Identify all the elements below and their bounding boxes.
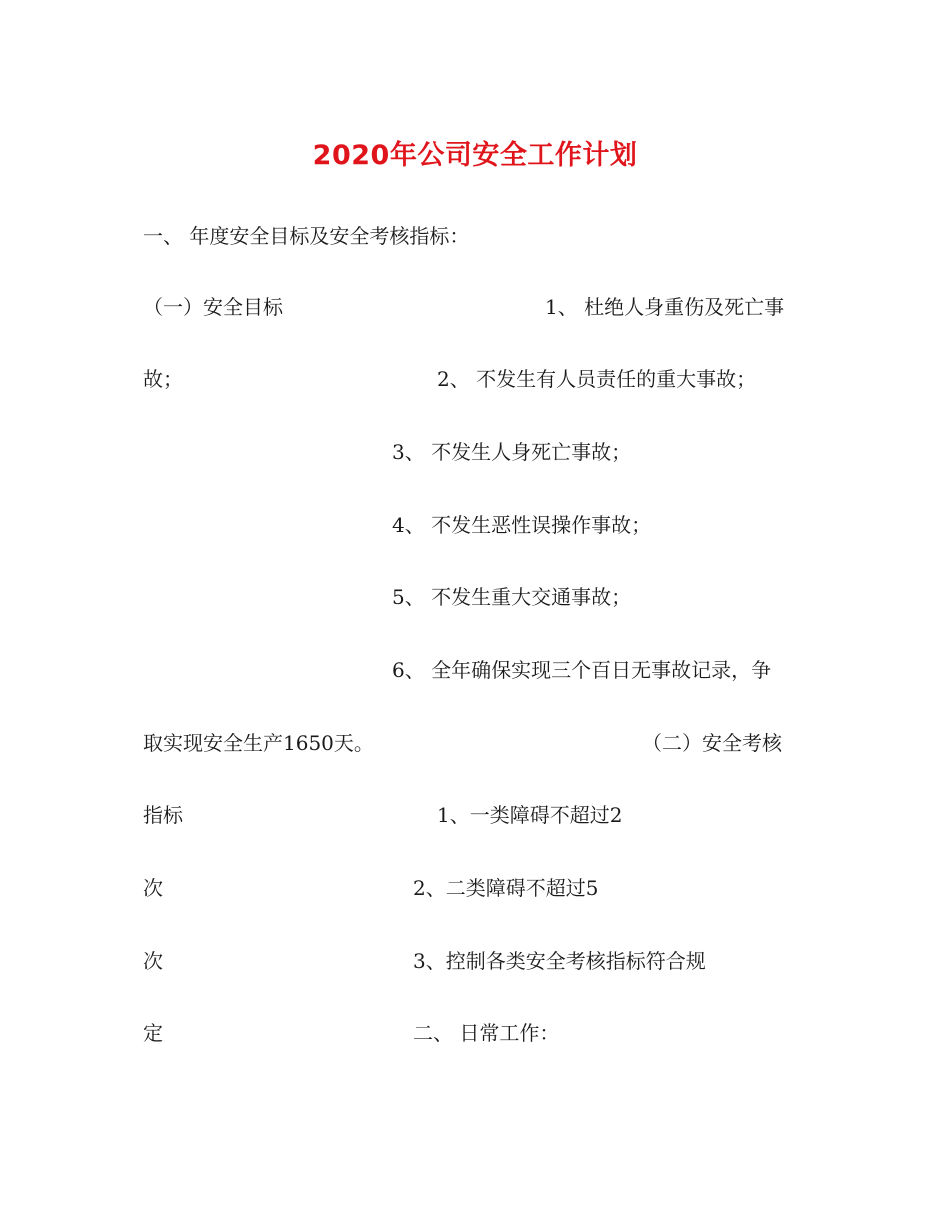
goal-item-1: 1、 杜绝人身重伤及死亡事 [545, 295, 785, 319]
assessment-item-2: 2、二类障碍不超过5 [413, 876, 599, 900]
goal-item-1-continued: 故； [143, 367, 183, 391]
goal-item-5: 5、 不发生重大交通事故； [392, 585, 632, 609]
goal-item-6: 6、 全年确保实现三个百日无事故记录，争 [392, 658, 772, 682]
safety-goals-heading: （一）安全目标 [143, 295, 283, 319]
assessment-item-1: 1、一类障碍不超过2 [437, 803, 623, 827]
goal-item-3: 3、 不发生人身死亡事故； [392, 440, 632, 464]
assessment-item-1-continued: 次 [143, 876, 163, 900]
goal-item-6-continued: 取实现安全生产1650天。 [143, 731, 374, 755]
section-1-heading: 一、 年度安全目标及安全考核指标： [143, 224, 470, 248]
document-title: 2020年公司安全工作计划 [312, 140, 638, 171]
section-2-heading: 二、 日常工作： [413, 1021, 560, 1045]
goal-item-4: 4、 不发生恶性误操作事故； [392, 513, 652, 537]
assessment-item-3: 3、控制各类安全考核指标符合规 [413, 949, 706, 973]
assessment-heading-continued: 指标 [143, 803, 183, 827]
assessment-item-3-continued: 定 [143, 1021, 163, 1045]
goal-item-2: 2、 不发生有人员责任的重大事故； [437, 367, 757, 391]
assessment-item-2-continued: 次 [143, 949, 163, 973]
assessment-heading: （二）安全考核 [642, 731, 782, 755]
